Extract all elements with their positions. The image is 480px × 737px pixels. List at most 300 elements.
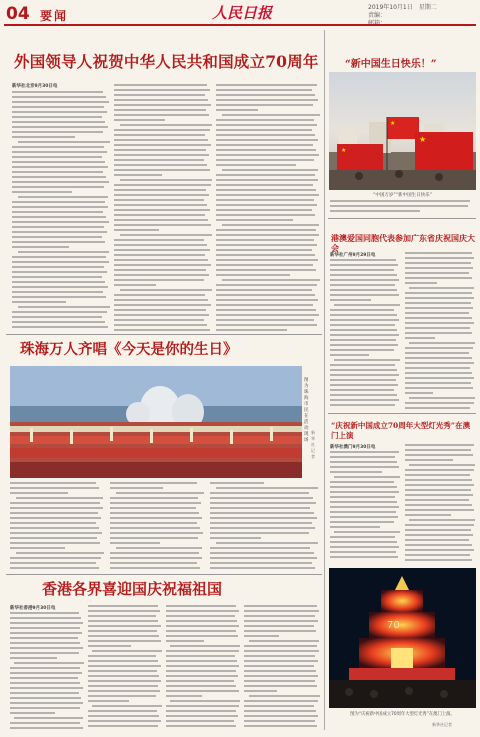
body-text-line bbox=[10, 727, 83, 729]
body-text-line bbox=[405, 514, 451, 516]
body-text-line bbox=[10, 712, 55, 714]
body-text-line bbox=[10, 562, 96, 564]
body-text-line bbox=[216, 119, 314, 121]
body-text-line bbox=[405, 484, 474, 486]
body-text-line bbox=[405, 454, 473, 456]
body-text-line bbox=[330, 516, 398, 518]
body-text-line bbox=[12, 151, 107, 153]
right-divider-2 bbox=[328, 413, 476, 414]
body-text-line bbox=[330, 506, 399, 508]
body-text-line bbox=[216, 89, 312, 91]
body-text-line bbox=[12, 146, 104, 148]
body-text-line bbox=[10, 697, 81, 699]
body-text-line bbox=[334, 476, 400, 478]
body-text-line bbox=[12, 266, 104, 268]
body-text-line bbox=[330, 451, 399, 453]
body-text-line bbox=[216, 284, 317, 286]
hk-dateline: 新华社香港9月30日电 bbox=[10, 606, 56, 611]
body-text-line bbox=[114, 314, 209, 316]
body-text-line bbox=[12, 221, 109, 223]
body-text-line bbox=[12, 271, 107, 273]
body-text-line bbox=[216, 234, 319, 236]
body-text-line bbox=[334, 359, 400, 361]
body-text-line bbox=[405, 387, 473, 389]
body-text-line bbox=[12, 281, 105, 283]
body-text-line bbox=[12, 236, 102, 238]
zhuhai-photo bbox=[10, 366, 302, 478]
body-text-line bbox=[110, 497, 198, 499]
svg-text:★: ★ bbox=[341, 147, 347, 154]
body-text-line bbox=[170, 700, 240, 702]
body-text-line bbox=[88, 625, 161, 627]
body-text-line bbox=[10, 722, 80, 724]
body-text-line bbox=[330, 334, 399, 336]
body-text-line bbox=[110, 522, 197, 524]
body-text-line bbox=[244, 660, 318, 662]
main-headline: 外国领导人祝贺中华人民共和国成立70周年 bbox=[14, 52, 319, 71]
body-text-line bbox=[405, 534, 473, 536]
body-text-line bbox=[12, 311, 107, 313]
body-text-line bbox=[12, 96, 106, 98]
body-text-line bbox=[405, 312, 469, 314]
body-text-line bbox=[166, 610, 239, 612]
body-text-line bbox=[114, 139, 208, 141]
body-text-line bbox=[334, 304, 400, 306]
body-text-line bbox=[222, 169, 318, 171]
body-text-line bbox=[12, 261, 109, 263]
body-text-line bbox=[216, 249, 312, 251]
body-text-line bbox=[12, 231, 107, 233]
body-text-line bbox=[405, 402, 474, 404]
body-text-line bbox=[409, 287, 474, 289]
hk-col3 bbox=[166, 605, 240, 730]
body-text-line bbox=[166, 725, 236, 727]
body-text-line bbox=[330, 319, 399, 321]
body-text-line bbox=[330, 299, 371, 301]
body-text-line bbox=[114, 309, 206, 311]
zhuhai-headline: 珠海万人齐唱《今天是你的生日》 bbox=[20, 341, 238, 358]
body-text-line bbox=[166, 650, 239, 652]
body-text-line bbox=[110, 562, 197, 564]
body-text-line bbox=[88, 635, 159, 637]
body-text-line bbox=[88, 620, 158, 622]
body-text-line bbox=[114, 119, 165, 121]
body-text-line bbox=[10, 617, 81, 619]
body-text-line bbox=[244, 635, 279, 637]
body-text-line bbox=[114, 209, 210, 211]
body-text-line bbox=[405, 489, 471, 491]
body-text-line bbox=[216, 204, 317, 206]
body-text-line bbox=[10, 522, 96, 524]
body-text-line bbox=[114, 99, 208, 101]
body-text-line bbox=[114, 259, 208, 261]
body-text-line bbox=[216, 487, 318, 489]
body-text-line bbox=[405, 372, 472, 374]
lightshow-col2 bbox=[405, 444, 475, 563]
body-text-line bbox=[166, 630, 236, 632]
body-text-line bbox=[216, 129, 312, 131]
body-text-line bbox=[10, 627, 80, 629]
body-text-line bbox=[330, 329, 397, 331]
body-text-line bbox=[216, 149, 316, 151]
body-text-line bbox=[114, 249, 210, 251]
body-text-line bbox=[405, 297, 474, 299]
body-text-line bbox=[114, 164, 207, 166]
body-text-line bbox=[409, 342, 475, 344]
body-text-line bbox=[405, 337, 435, 339]
body-text-line bbox=[166, 625, 239, 627]
body-text-line bbox=[10, 612, 79, 614]
body-text-line bbox=[330, 264, 398, 266]
body-text-line bbox=[405, 474, 470, 476]
body-text-line bbox=[88, 690, 160, 692]
body-text-line bbox=[166, 660, 237, 662]
body-text-line bbox=[166, 665, 239, 667]
body-text-line bbox=[216, 154, 319, 156]
body-text-line bbox=[216, 254, 315, 256]
delegates-headline: 港澳爱国同胞代表参加广东省庆祝国庆大会 bbox=[331, 233, 475, 253]
body-text-line bbox=[114, 184, 211, 186]
body-text-line bbox=[12, 246, 69, 248]
body-text-line bbox=[10, 622, 83, 624]
body-text-line bbox=[330, 344, 398, 346]
body-text-line bbox=[110, 507, 196, 509]
body-text-line bbox=[330, 394, 397, 396]
delegates-col1 bbox=[330, 259, 400, 409]
body-text-line bbox=[244, 690, 277, 692]
body-text-line bbox=[114, 144, 211, 146]
body-text-line bbox=[330, 349, 394, 351]
body-text-line bbox=[244, 700, 318, 702]
body-text-line bbox=[216, 244, 317, 246]
body-text-line bbox=[114, 214, 205, 216]
body-text-line bbox=[110, 532, 203, 534]
body-text-line bbox=[330, 521, 394, 523]
body-text-line bbox=[210, 502, 316, 504]
body-text-line bbox=[330, 279, 399, 281]
body-text-line bbox=[114, 279, 204, 281]
body-text-line bbox=[330, 501, 397, 503]
body-text-line bbox=[88, 680, 161, 682]
body-text-line bbox=[10, 682, 80, 684]
body-text-line bbox=[88, 660, 158, 662]
body-text-line bbox=[405, 277, 472, 279]
body-text-line bbox=[10, 667, 80, 669]
body-text-line bbox=[114, 244, 207, 246]
body-text-line bbox=[216, 104, 313, 106]
body-text-line bbox=[244, 715, 318, 717]
body-text-line bbox=[110, 517, 202, 519]
body-text-line bbox=[114, 159, 204, 161]
body-text-line bbox=[216, 159, 314, 161]
body-text-line bbox=[116, 492, 204, 494]
body-text-line bbox=[92, 705, 162, 707]
body-text-line bbox=[88, 630, 157, 632]
body-text-line bbox=[405, 322, 474, 324]
body-text-line bbox=[114, 319, 204, 321]
body-text-line bbox=[12, 206, 108, 208]
body-text-line bbox=[210, 527, 315, 529]
body-text-line bbox=[330, 274, 397, 276]
birthday-photo-caption-lines bbox=[330, 200, 475, 215]
body-text-line bbox=[244, 625, 314, 627]
body-text-line bbox=[88, 715, 159, 717]
body-text-line bbox=[216, 199, 314, 201]
body-text-line bbox=[216, 144, 313, 146]
body-text-line bbox=[210, 507, 310, 509]
body-text-line bbox=[210, 517, 317, 519]
body-text-line bbox=[244, 650, 319, 652]
main-dateline: 新华社北京9月30日电 bbox=[12, 84, 58, 89]
body-text-line bbox=[216, 134, 315, 136]
body-text-line bbox=[92, 650, 162, 652]
body-text-line bbox=[405, 407, 470, 409]
body-text-line bbox=[114, 174, 162, 176]
body-text-line bbox=[166, 620, 237, 622]
body-text-line bbox=[110, 487, 163, 489]
macau-ruins-photo bbox=[329, 568, 476, 708]
svg-text:★: ★ bbox=[390, 120, 396, 127]
body-text-line bbox=[405, 362, 474, 364]
body-text-line bbox=[110, 482, 197, 484]
body-text-line bbox=[10, 537, 97, 539]
right-divider-1 bbox=[328, 218, 476, 219]
body-text-line bbox=[166, 695, 202, 697]
body-text-line bbox=[405, 382, 471, 384]
body-text-line bbox=[216, 239, 314, 241]
body-text-line bbox=[16, 552, 104, 554]
body-text-line bbox=[405, 267, 473, 269]
body-text-line bbox=[18, 196, 108, 198]
body-text-line bbox=[10, 517, 101, 519]
body-text-line bbox=[166, 675, 238, 677]
body-text-line bbox=[114, 274, 209, 276]
body-text-line bbox=[405, 327, 470, 329]
body-text-line bbox=[216, 94, 315, 96]
header-rule bbox=[4, 24, 476, 26]
right-top-headline: “新中国生日快乐！” bbox=[345, 59, 437, 70]
body-text-line bbox=[120, 289, 212, 291]
delegates-col2 bbox=[405, 252, 475, 409]
body-text-line bbox=[330, 369, 397, 371]
body-text-line bbox=[114, 189, 206, 191]
birthday-photo bbox=[329, 72, 476, 190]
body-text-line bbox=[216, 319, 314, 321]
body-text-line bbox=[12, 101, 109, 103]
body-text-line bbox=[222, 279, 320, 281]
body-text-line bbox=[10, 547, 65, 549]
body-text-line bbox=[409, 464, 475, 466]
body-text-line bbox=[330, 364, 395, 366]
body-text-line bbox=[210, 562, 312, 564]
body-text-line bbox=[114, 149, 206, 151]
body-text-line bbox=[210, 547, 310, 549]
body-text-line bbox=[12, 191, 72, 193]
body-text-line bbox=[10, 492, 68, 494]
body-text-line bbox=[216, 164, 296, 166]
body-text-line bbox=[10, 532, 102, 534]
body-text-line bbox=[330, 354, 369, 356]
body-text-line bbox=[12, 111, 107, 113]
body-text-line bbox=[10, 677, 78, 679]
body-text-line bbox=[330, 536, 395, 538]
macau-photo-credit: 新华社记者 bbox=[432, 722, 452, 727]
body-text-line bbox=[10, 692, 79, 694]
body-text-line bbox=[10, 557, 101, 559]
zhuhai-crowd-illustration bbox=[10, 366, 302, 478]
body-text-line bbox=[330, 551, 396, 553]
body-text-line bbox=[244, 630, 316, 632]
body-text-line bbox=[216, 209, 312, 211]
body-text-line bbox=[12, 296, 106, 298]
body-text-line bbox=[12, 211, 103, 213]
body-text-line bbox=[110, 512, 199, 514]
body-text-line bbox=[405, 539, 469, 541]
body-text-line bbox=[405, 367, 470, 369]
body-text-line bbox=[330, 269, 394, 271]
body-text-line bbox=[114, 194, 209, 196]
body-text-line bbox=[244, 665, 314, 667]
body-text-line bbox=[166, 690, 239, 692]
body-text-line bbox=[330, 324, 395, 326]
body-text-line bbox=[405, 479, 472, 481]
body-text-line bbox=[249, 640, 320, 642]
body-text-line bbox=[330, 511, 396, 513]
body-text-line bbox=[114, 204, 207, 206]
column-divider bbox=[324, 30, 325, 730]
body-text-line bbox=[330, 481, 394, 483]
body-text-line bbox=[12, 136, 75, 138]
lightshow-col1 bbox=[330, 451, 400, 563]
body-text-line bbox=[216, 294, 315, 296]
body-text-line bbox=[88, 655, 156, 657]
body-text-line bbox=[10, 652, 79, 654]
body-text-line bbox=[249, 695, 320, 697]
body-text-line bbox=[114, 299, 208, 301]
lightshow-headline: “庆祝新中国成立70周年大型灯光秀”在澳门上演 bbox=[331, 421, 471, 440]
body-text-line bbox=[10, 707, 80, 709]
issue-date: 2019年10月1日 星期二 bbox=[368, 4, 437, 11]
body-text-line bbox=[216, 264, 313, 266]
body-text-line bbox=[166, 720, 234, 722]
body-text-line bbox=[405, 544, 472, 546]
body-text-line bbox=[88, 725, 158, 727]
body-text-line bbox=[330, 259, 396, 261]
body-text-line bbox=[330, 496, 395, 498]
body-text-line bbox=[10, 647, 83, 649]
body-text-line bbox=[10, 502, 100, 504]
body-text-line bbox=[330, 314, 397, 316]
body-text-line bbox=[330, 389, 394, 391]
body-text-line bbox=[330, 491, 399, 493]
body-text-line bbox=[10, 657, 57, 659]
page-number: 04 bbox=[6, 4, 30, 24]
body-text-line bbox=[88, 670, 157, 672]
body-text-line bbox=[114, 324, 207, 326]
body-text-line bbox=[170, 645, 240, 647]
body-text-line bbox=[114, 129, 210, 131]
body-text-line bbox=[405, 504, 472, 506]
body-text-line bbox=[12, 91, 103, 93]
body-text-line bbox=[405, 469, 474, 471]
main-article-col2 bbox=[114, 84, 212, 331]
body-text-line bbox=[114, 89, 210, 91]
body-text-line bbox=[166, 655, 235, 657]
body-text-line bbox=[12, 316, 102, 318]
body-text-line bbox=[12, 241, 105, 243]
body-text-line bbox=[405, 459, 453, 461]
body-text-line bbox=[88, 645, 131, 647]
body-text-line bbox=[330, 339, 396, 341]
lightshow-dateline: 新华社澳门9月30日电 bbox=[330, 445, 376, 450]
body-text-line bbox=[12, 291, 103, 293]
body-text-line bbox=[330, 309, 394, 311]
body-text-line bbox=[216, 219, 293, 221]
body-text-line bbox=[216, 229, 316, 231]
body-text-line bbox=[216, 542, 318, 544]
body-text-line bbox=[114, 304, 211, 306]
body-text-line bbox=[216, 184, 313, 186]
body-text-line bbox=[114, 109, 206, 111]
body-text-line bbox=[216, 329, 287, 331]
body-text-line bbox=[10, 687, 83, 689]
body-text-line bbox=[18, 141, 110, 143]
body-text-line bbox=[114, 154, 209, 156]
body-text-line bbox=[216, 314, 319, 316]
body-text-line bbox=[12, 186, 104, 188]
body-text-line bbox=[405, 377, 474, 379]
body-text-line bbox=[330, 546, 399, 548]
body-text-line bbox=[120, 234, 212, 236]
body-text-line bbox=[330, 294, 399, 296]
body-text-line bbox=[12, 226, 104, 228]
svg-text:70: 70 bbox=[387, 620, 400, 631]
body-text-line bbox=[216, 179, 318, 181]
body-text-line bbox=[12, 301, 66, 303]
body-text-line bbox=[405, 332, 472, 334]
body-text-line bbox=[405, 357, 472, 359]
body-text-line bbox=[244, 720, 315, 722]
body-text-line bbox=[244, 670, 316, 672]
body-text-line bbox=[222, 224, 319, 226]
body-text-line bbox=[110, 552, 199, 554]
hk-col4 bbox=[244, 605, 320, 730]
body-text-line bbox=[210, 532, 309, 534]
body-text-line bbox=[210, 492, 309, 494]
body-text-line bbox=[114, 134, 205, 136]
body-text-line bbox=[12, 156, 102, 158]
body-text-line bbox=[216, 109, 258, 111]
body-text-line bbox=[114, 229, 159, 231]
body-text-line bbox=[330, 399, 399, 401]
birthday-photo-caption: “中国万岁”“新中国生日快乐” bbox=[373, 193, 432, 198]
body-text-line bbox=[405, 509, 474, 511]
body-text-line bbox=[166, 615, 235, 617]
body-text-line bbox=[114, 269, 206, 271]
body-text-line bbox=[330, 461, 397, 463]
body-text-line bbox=[88, 675, 159, 677]
body-text-line bbox=[10, 527, 99, 529]
body-text-line bbox=[166, 680, 234, 682]
body-text-line bbox=[330, 284, 395, 286]
body-text-line bbox=[405, 494, 473, 496]
body-text-line bbox=[12, 321, 105, 323]
body-text-line bbox=[330, 374, 399, 376]
body-text-line bbox=[12, 171, 103, 173]
body-text-line bbox=[405, 347, 473, 349]
body-text-line bbox=[244, 685, 317, 687]
body-text-line bbox=[116, 547, 202, 549]
